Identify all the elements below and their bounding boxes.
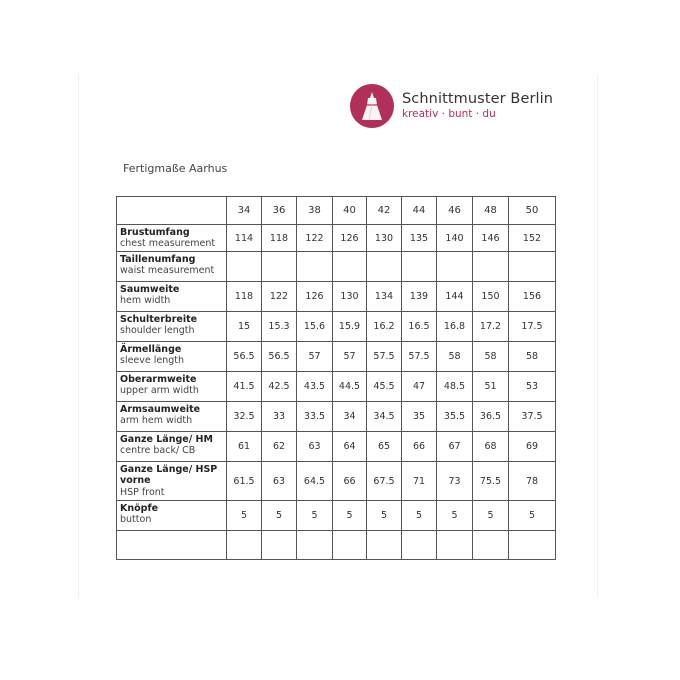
row-label-cell bbox=[117, 225, 227, 252]
row-label-english: chest measurement bbox=[120, 238, 216, 250]
measurement-cell: 56.5 bbox=[262, 342, 297, 372]
table-row bbox=[117, 501, 556, 531]
measurement-cell: 58 bbox=[509, 342, 556, 372]
measurement-cell bbox=[227, 252, 262, 282]
measurement-cell: 146 bbox=[473, 225, 509, 252]
measurement-cell: 66 bbox=[333, 462, 367, 501]
measurement-cell: 73 bbox=[437, 462, 473, 501]
measurement-cell bbox=[297, 531, 333, 560]
measurement-cell bbox=[509, 252, 556, 282]
measurement-cell: 152 bbox=[509, 225, 556, 252]
row-label-cell bbox=[117, 342, 227, 372]
measurement-cell: 17.5 bbox=[509, 312, 556, 342]
table-row bbox=[117, 402, 556, 432]
measurement-cell: 156 bbox=[509, 282, 556, 312]
measurement-cell: 58 bbox=[473, 342, 509, 372]
measurement-cell: 36.5 bbox=[473, 402, 509, 432]
header-corner-cell bbox=[117, 197, 227, 225]
measurement-cell: 118 bbox=[227, 282, 262, 312]
measurement-cell: 139 bbox=[402, 282, 437, 312]
measurement-cell bbox=[262, 531, 297, 560]
measurement-cell: 130 bbox=[333, 282, 367, 312]
measurement-cell: 71 bbox=[402, 462, 437, 501]
measurement-cell: 15.6 bbox=[297, 312, 333, 342]
measurement-cell bbox=[473, 531, 509, 560]
measurement-cell: 66 bbox=[402, 432, 437, 462]
measurement-cell: 51 bbox=[473, 372, 509, 402]
measurement-cell: 53 bbox=[509, 372, 556, 402]
row-label-cell bbox=[117, 432, 227, 462]
table-row bbox=[117, 342, 556, 372]
measurement-cell: 69 bbox=[509, 432, 556, 462]
measurement-cell bbox=[473, 252, 509, 282]
measurement-cell: 57 bbox=[333, 342, 367, 372]
measurement-cell bbox=[367, 252, 402, 282]
row-label-german: Ärmellänge bbox=[120, 344, 182, 355]
measurement-cell: 35 bbox=[402, 402, 437, 432]
measurement-cell: 135 bbox=[402, 225, 437, 252]
measurement-cell: 126 bbox=[333, 225, 367, 252]
measurement-cell: 5 bbox=[227, 501, 262, 531]
measurement-cell: 63 bbox=[262, 462, 297, 501]
row-label-cell bbox=[117, 252, 227, 282]
measurement-cell: 47 bbox=[402, 372, 437, 402]
row-label-german: Oberarmweite bbox=[120, 374, 197, 385]
table-row bbox=[117, 252, 556, 282]
size-header-cell: 34 bbox=[227, 197, 262, 225]
row-label-cell bbox=[117, 282, 227, 312]
measurement-cell bbox=[402, 531, 437, 560]
measurement-cell bbox=[333, 531, 367, 560]
measurement-cell: 75.5 bbox=[473, 462, 509, 501]
measurement-cell bbox=[509, 531, 556, 560]
row-label-cell bbox=[117, 372, 227, 402]
measurement-cell: 134 bbox=[367, 282, 402, 312]
row-label-english: upper arm width bbox=[120, 385, 199, 397]
table-row bbox=[117, 225, 556, 252]
measurement-cell: 122 bbox=[262, 282, 297, 312]
measurement-cell: 61 bbox=[227, 432, 262, 462]
row-label-english: sleeve length bbox=[120, 355, 185, 367]
row-label-english: centre back/ CB bbox=[120, 445, 196, 457]
row-label-english: arm hem width bbox=[120, 415, 193, 427]
measurement-cell: 62 bbox=[262, 432, 297, 462]
measurement-cell: 65 bbox=[367, 432, 402, 462]
measurement-cell bbox=[227, 531, 262, 560]
measurement-cell bbox=[402, 252, 437, 282]
measurement-cell: 118 bbox=[262, 225, 297, 252]
measurement-cell: 42.5 bbox=[262, 372, 297, 402]
measurement-cell: 114 bbox=[227, 225, 262, 252]
measurement-cell: 67 bbox=[437, 432, 473, 462]
measurement-cell: 33.5 bbox=[297, 402, 333, 432]
measurement-cell: 126 bbox=[297, 282, 333, 312]
measurement-cell: 5 bbox=[402, 501, 437, 531]
measurement-cell: 15.9 bbox=[333, 312, 367, 342]
measurement-cell: 64 bbox=[333, 432, 367, 462]
measurement-cell: 17.2 bbox=[473, 312, 509, 342]
measurement-cell: 150 bbox=[473, 282, 509, 312]
row-label-cell bbox=[117, 402, 227, 432]
measurement-cell: 43.5 bbox=[297, 372, 333, 402]
row-label-cell bbox=[117, 462, 227, 501]
size-chart-table bbox=[116, 196, 556, 560]
measurement-cell: 122 bbox=[297, 225, 333, 252]
measurement-cell bbox=[367, 531, 402, 560]
row-label-german: Brustumfang bbox=[120, 227, 190, 238]
size-header-row bbox=[117, 197, 556, 225]
measurement-cell: 56.5 bbox=[227, 342, 262, 372]
measurement-cell: 140 bbox=[437, 225, 473, 252]
row-label-cell bbox=[117, 531, 227, 560]
size-header-cell: 38 bbox=[297, 197, 333, 225]
brand-logo bbox=[350, 84, 553, 128]
measurement-cell: 34 bbox=[333, 402, 367, 432]
measurement-cell: 15.3 bbox=[262, 312, 297, 342]
row-label-english: waist measurement bbox=[120, 265, 215, 277]
measurement-cell: 16.5 bbox=[402, 312, 437, 342]
row-label-german: Knöpfe bbox=[120, 503, 159, 514]
table-row bbox=[117, 462, 556, 501]
measurement-cell: 16.8 bbox=[437, 312, 473, 342]
size-header-cell: 40 bbox=[333, 197, 367, 225]
size-header-cell: 42 bbox=[367, 197, 402, 225]
row-label-german: Schulterbreite bbox=[120, 314, 198, 325]
row-label-english: HSP front bbox=[120, 486, 165, 498]
measurement-cell: 68 bbox=[473, 432, 509, 462]
row-label-cell bbox=[117, 312, 227, 342]
measurement-cell bbox=[297, 252, 333, 282]
measurement-cell: 34.5 bbox=[367, 402, 402, 432]
measurement-cell: 15 bbox=[227, 312, 262, 342]
brand-tagline: kreativ · bunt · du bbox=[402, 108, 496, 121]
measurement-cell: 37.5 bbox=[509, 402, 556, 432]
measurement-cell: 67.5 bbox=[367, 462, 402, 501]
row-label-cell bbox=[117, 501, 227, 531]
measurement-cell: 130 bbox=[367, 225, 402, 252]
brand-name: Schnittmuster Berlin bbox=[402, 91, 554, 107]
dress-icon bbox=[350, 84, 394, 128]
measurement-cell: 5 bbox=[509, 501, 556, 531]
measurement-cell: 57 bbox=[297, 342, 333, 372]
measurement-cell: 57.5 bbox=[402, 342, 437, 372]
measurement-cell: 5 bbox=[437, 501, 473, 531]
measurement-cell bbox=[333, 252, 367, 282]
measurement-cell: 16.2 bbox=[367, 312, 402, 342]
row-label-german: Ganze Länge/ HSP vorne bbox=[120, 464, 218, 487]
measurement-cell: 41.5 bbox=[227, 372, 262, 402]
table-row bbox=[117, 432, 556, 462]
size-header-cell: 44 bbox=[402, 197, 437, 225]
measurement-cell: 5 bbox=[262, 501, 297, 531]
measurement-cell: 5 bbox=[297, 501, 333, 531]
measurement-cell: 33 bbox=[262, 402, 297, 432]
measurement-cell: 44.5 bbox=[333, 372, 367, 402]
measurement-cell: 144 bbox=[437, 282, 473, 312]
size-header-cell: 36 bbox=[262, 197, 297, 225]
table-row bbox=[117, 282, 556, 312]
row-label-german: Saumweite bbox=[120, 284, 180, 295]
measurement-cell: 64.5 bbox=[297, 462, 333, 501]
measurement-cell: 63 bbox=[297, 432, 333, 462]
measurement-cell: 45.5 bbox=[367, 372, 402, 402]
table-row bbox=[117, 372, 556, 402]
measurement-cell: 35.5 bbox=[437, 402, 473, 432]
measurement-cell: 61.5 bbox=[227, 462, 262, 501]
row-label-german: Ganze Länge/ HM bbox=[120, 434, 213, 445]
measurement-cell: 5 bbox=[333, 501, 367, 531]
measurement-cell bbox=[262, 252, 297, 282]
measurement-cell: 78 bbox=[509, 462, 556, 501]
measurement-cell: 5 bbox=[473, 501, 509, 531]
measurement-cell: 57.5 bbox=[367, 342, 402, 372]
size-header-cell: 50 bbox=[509, 197, 556, 225]
size-header-cell: 48 bbox=[473, 197, 509, 225]
measurement-cell: 32.5 bbox=[227, 402, 262, 432]
row-label-english: hem width bbox=[120, 295, 171, 307]
table-row bbox=[117, 531, 556, 560]
row-label-english: button bbox=[120, 514, 152, 526]
document-title: Fertigmaße Aarhus bbox=[123, 162, 228, 175]
size-header-cell: 46 bbox=[437, 197, 473, 225]
measurement-cell: 5 bbox=[367, 501, 402, 531]
measurement-cell bbox=[437, 252, 473, 282]
row-label-german: Armsaumweite bbox=[120, 404, 201, 415]
table-row bbox=[117, 312, 556, 342]
measurement-cell bbox=[437, 531, 473, 560]
measurement-cell: 48.5 bbox=[437, 372, 473, 402]
row-label-german: Taillenumfang bbox=[120, 254, 196, 265]
row-label-english: shoulder length bbox=[120, 325, 195, 337]
measurement-cell: 58 bbox=[437, 342, 473, 372]
